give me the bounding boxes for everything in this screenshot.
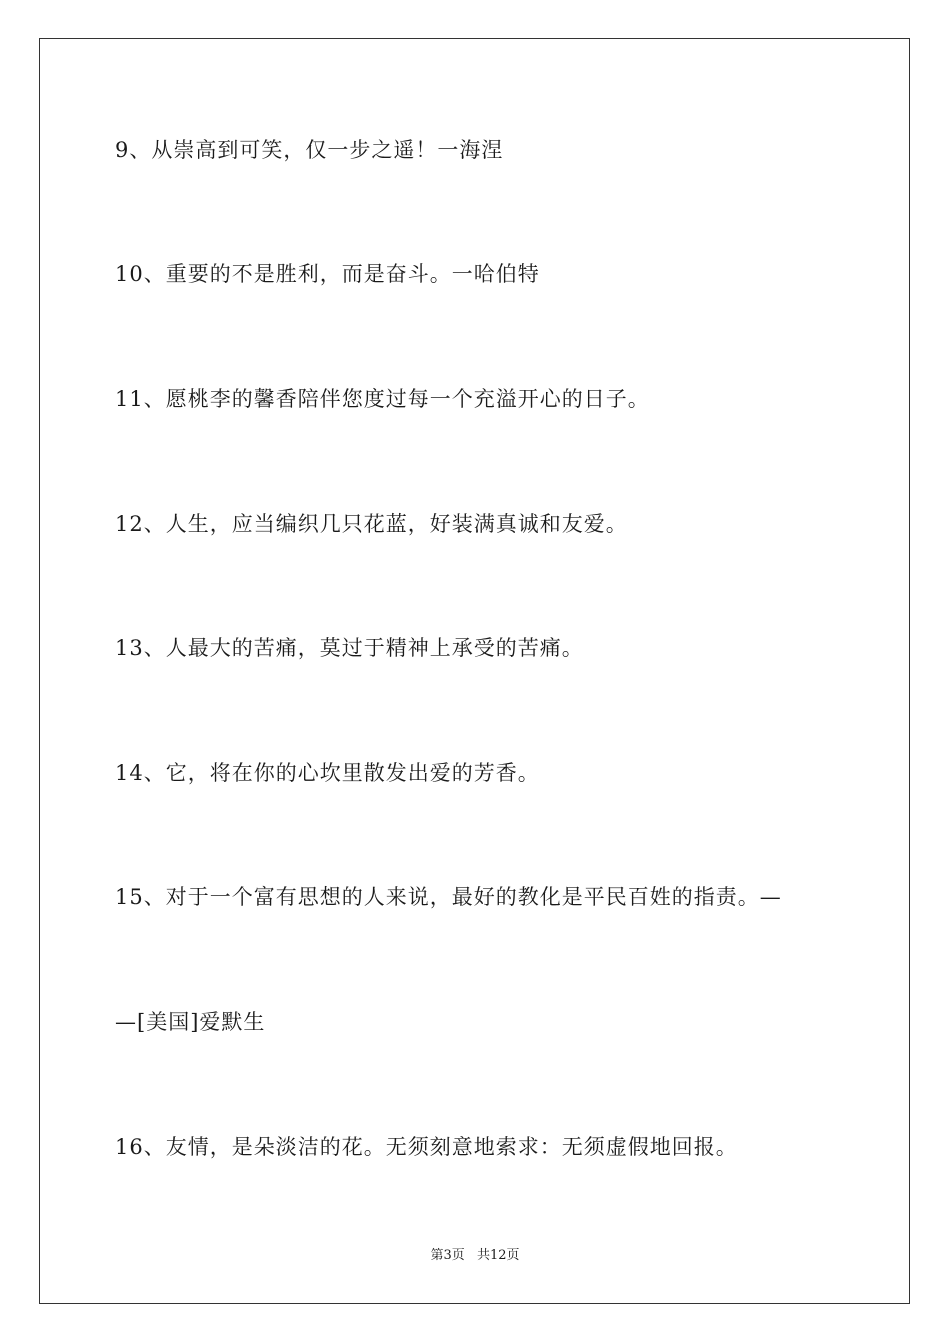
quote-line-10: 10、重要的不是胜利，而是奋斗。一哈伯特 bbox=[115, 262, 540, 286]
quote-line-13: 13、人最大的苦痛，莫过于精神上承受的苦痛。 bbox=[115, 636, 584, 660]
quote-line-15-attribution: —[美国]爱默生 bbox=[115, 1010, 266, 1034]
quote-line-11: 11、愿桃李的馨香陪伴您度过每一个充溢开心的日子。 bbox=[115, 387, 650, 411]
page-footer bbox=[0, 1247, 950, 1265]
page-number-current: 第3页 bbox=[430, 1248, 465, 1263]
page-number-total: 共12页 bbox=[476, 1248, 520, 1263]
quote-line-14: 14、它，将在你的心坎里散发出爱的芳香。 bbox=[115, 761, 540, 785]
quote-line-16: 16、友情，是朵淡洁的花。无须刻意地索求：无须虚假地回报。 bbox=[115, 1135, 738, 1159]
page-frame bbox=[39, 38, 910, 1304]
quote-line-12: 12、人生，应当编织几只花蓝，好装满真诚和友爱。 bbox=[115, 512, 628, 536]
quote-line-9: 9、从崇高到可笑，仅一步之遥！一海涅 bbox=[115, 138, 504, 162]
quote-line-15: 15、对于一个富有思想的人来说，最好的教化是平民百姓的指责。— bbox=[115, 885, 782, 909]
